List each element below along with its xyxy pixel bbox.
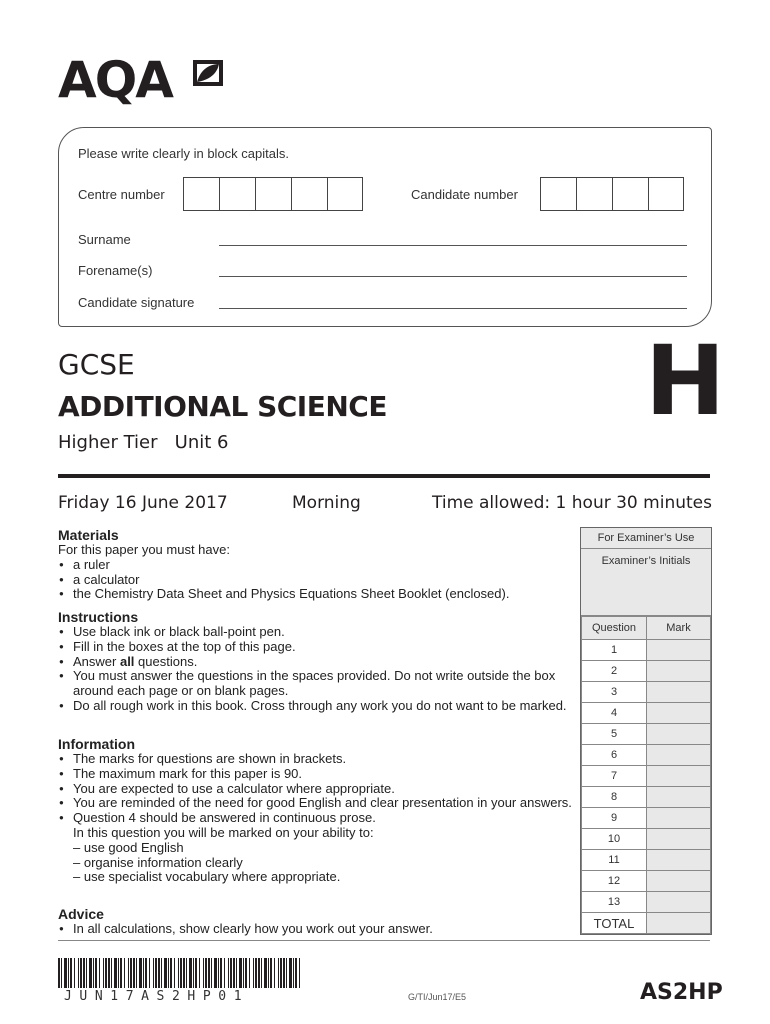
- candidate-digit-box[interactable]: [648, 177, 684, 211]
- surname-label: Surname: [78, 232, 131, 247]
- information-heading: Information: [58, 736, 135, 752]
- list-item: ● a ruler: [58, 558, 578, 573]
- mark-cell[interactable]: [647, 745, 711, 766]
- question-number: 1: [582, 640, 647, 661]
- list-item: ● Fill in the boxes at the top of this page.: [58, 640, 578, 655]
- question-column-header: Question: [582, 617, 647, 640]
- question-number: 11: [582, 850, 647, 871]
- list-item: ● You are expected to use a calculator where appropriate.: [58, 782, 578, 797]
- barcode-text: JUN17AS2HP01: [64, 989, 250, 1004]
- mark-cell[interactable]: [647, 661, 711, 682]
- table-row: [582, 829, 711, 850]
- materials-section: [58, 527, 578, 602]
- aqa-leaf-icon: [191, 58, 225, 88]
- mark-column-header: Mark: [647, 617, 711, 640]
- signature-label: Candidate signature: [78, 295, 195, 310]
- total-mark-cell[interactable]: [647, 913, 711, 934]
- table-row: [582, 766, 711, 787]
- table-row-total: [582, 913, 711, 934]
- list-item: ● You must answer the questions in the spaces provided. Do not write outside the box around each page or on blank pages.: [58, 669, 578, 699]
- exam-date: Friday 16 June 2017: [58, 493, 228, 513]
- mark-cell[interactable]: [647, 682, 711, 703]
- forename-label: Forename(s): [78, 263, 153, 278]
- table-row: [582, 703, 711, 724]
- list-item: ● the Chemistry Data Sheet and Physics Equations Sheet Booklet (enclosed).: [58, 587, 578, 602]
- question-number: 3: [582, 682, 647, 703]
- centre-digit-box[interactable]: [291, 177, 327, 211]
- barcode-icon: [58, 958, 304, 988]
- centre-number-boxes[interactable]: [183, 177, 363, 211]
- advice-section: [58, 906, 578, 937]
- materials-intro: For this paper you must have:: [58, 542, 230, 557]
- block-capitals-instruction: Please write clearly in block capitals.: [78, 146, 289, 161]
- instructions-section: [58, 609, 578, 714]
- tier-letter: H: [645, 325, 726, 437]
- question-number: 7: [582, 766, 647, 787]
- list-item: ● The maximum mark for this paper is 90.: [58, 767, 578, 782]
- information-section: [58, 736, 578, 885]
- mark-cell[interactable]: [647, 808, 711, 829]
- centre-digit-box[interactable]: [219, 177, 255, 211]
- question-number: 6: [582, 745, 647, 766]
- list-item: ● Use black ink or black ball-point pen.: [58, 625, 578, 640]
- subject-title: ADDITIONAL SCIENCE: [58, 390, 387, 423]
- centre-digit-box[interactable]: [255, 177, 291, 211]
- mark-cell[interactable]: [647, 829, 711, 850]
- list-item: ● a calculator: [58, 573, 578, 588]
- surname-line[interactable]: [219, 245, 687, 246]
- instructions-heading: Instructions: [58, 609, 139, 625]
- time-allowed: Time allowed: 1 hour 30 minutes: [432, 493, 712, 513]
- table-row: [582, 892, 711, 913]
- mark-cell[interactable]: [647, 871, 711, 892]
- tier-unit-line: [58, 432, 228, 453]
- list-subitem: – use good English: [73, 839, 184, 855]
- table-row: [582, 661, 711, 682]
- forename-line[interactable]: [219, 276, 687, 277]
- question-number: 4: [582, 703, 647, 724]
- paper-reference: G/TI/Jun17/E5: [408, 992, 467, 1002]
- candidate-digit-box[interactable]: [612, 177, 648, 211]
- mark-cell[interactable]: [647, 850, 711, 871]
- list-item: In this question you will be marked on your ability to:: [73, 824, 374, 840]
- list-item: ● The marks for questions are shown in brackets.: [58, 752, 578, 767]
- table-row: [582, 745, 711, 766]
- mark-cell[interactable]: [647, 766, 711, 787]
- table-row: [582, 682, 711, 703]
- question-number: 10: [582, 829, 647, 850]
- mark-cell[interactable]: [647, 640, 711, 661]
- list-item: ● You are reminded of the need for good English and clear presentation in your answers.: [58, 796, 578, 811]
- mark-cell[interactable]: [647, 703, 711, 724]
- mark-cell[interactable]: [647, 787, 711, 808]
- examiner-use-header: For Examiner’s Use: [581, 528, 711, 549]
- table-row: [582, 871, 711, 892]
- materials-heading: Materials: [58, 527, 119, 543]
- question-number: 9: [582, 808, 647, 829]
- candidate-digit-box[interactable]: [576, 177, 612, 211]
- signature-line[interactable]: [219, 308, 687, 309]
- qualification-title: GCSE: [58, 348, 135, 381]
- centre-digit-box[interactable]: [183, 177, 219, 211]
- tier-label: Higher Tier: [58, 432, 158, 453]
- table-row: [582, 850, 711, 871]
- candidate-number-boxes[interactable]: [540, 177, 684, 211]
- table-row: [582, 787, 711, 808]
- list-subitem: – use specialist vocabulary where appropriate.: [73, 869, 341, 885]
- list-subitem: – organise information clearly: [73, 854, 243, 870]
- advice-heading: Advice: [58, 906, 104, 922]
- candidate-digit-box[interactable]: [540, 177, 576, 211]
- table-row: [582, 808, 711, 829]
- table-row: [582, 724, 711, 745]
- question-number: 12: [582, 871, 647, 892]
- list-item: ● In all calculations, show clearly how you work out your answer.: [58, 922, 578, 937]
- examiner-use-table: [580, 527, 712, 935]
- total-label: TOTAL: [582, 913, 647, 934]
- question-number: 5: [582, 724, 647, 745]
- unit-label: Unit 6: [174, 432, 229, 453]
- centre-digit-box[interactable]: [327, 177, 363, 211]
- footer-divider: [58, 940, 710, 941]
- question-number: 8: [582, 787, 647, 808]
- candidate-details-box: [58, 127, 712, 327]
- list-item: ● Question 4 should be answered in continuous prose.: [58, 811, 578, 826]
- list-item: ● Answer all questions.: [58, 655, 578, 670]
- list-item: ● Do all rough work in this book. Cross through any work you do not want to be marked.: [58, 699, 578, 714]
- mark-cell[interactable]: [647, 892, 711, 913]
- candidate-number-label: Candidate number: [411, 187, 518, 202]
- question-number: 2: [582, 661, 647, 682]
- aqa-logo: AQA: [58, 51, 172, 109]
- title-divider: [58, 474, 710, 478]
- exam-session: Morning: [292, 493, 361, 513]
- question-number: 13: [582, 892, 647, 913]
- examiner-initials-box[interactable]: Examiner’s Initials: [581, 549, 711, 616]
- mark-cell[interactable]: [647, 724, 711, 745]
- paper-code: AS2HP: [640, 980, 723, 1005]
- table-row: [582, 640, 711, 661]
- centre-number-label: Centre number: [78, 187, 165, 202]
